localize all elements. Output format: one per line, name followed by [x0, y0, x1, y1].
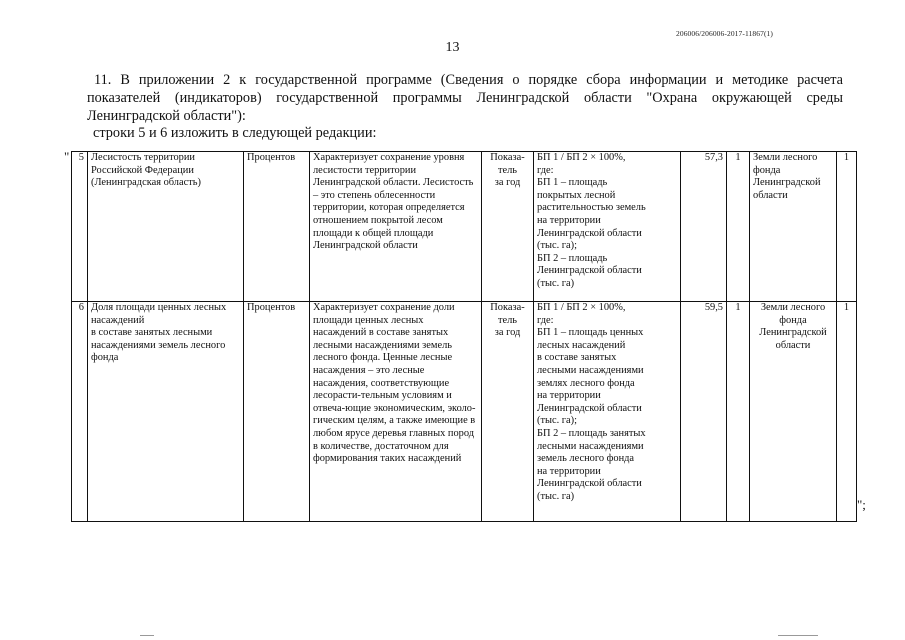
- closing-quote: ";: [857, 497, 866, 512]
- document-id: 206006/206006-2017-11867(1): [676, 29, 773, 38]
- amendment-instruction: строки 5 и 6 изложить в следующей редакции:: [93, 125, 377, 141]
- row-number: 6: [72, 302, 88, 522]
- table-row: [72, 152, 857, 302]
- scan-edge-marks: [0, 632, 905, 640]
- description-cell: Характеризует сохранение доли площади ценных лесных насаждений в составе занятых лесными насаждениями земель лесного фонда. Ценные лесные насаждения – это лесные насаждения, соответствующие лесорасти-тельным условиям и отвеча-ющие экономическим, эколо-гическим целям, а также имеющие в любом ярусе деревья главных пород в количестве, достаточном для формирования таких насаждений: [310, 302, 482, 522]
- source-cell: Земли лесного фонда Ленинградской области: [750, 302, 837, 522]
- unit-cell: Процентов: [244, 302, 310, 522]
- column-10-cell: 1: [837, 302, 857, 522]
- column-10-cell: 1: [837, 152, 857, 302]
- period-cell: Показа- тель за год: [482, 302, 534, 522]
- table-row: [72, 302, 857, 522]
- formula-cell: БП 1 / БП 2 × 100%, где: БП 1 – площадь покрытых лесной растительностью земель на территории Ленинградской области (тыс. га); БП 2 – площадь Ленинградской области (тыс. га): [534, 152, 681, 302]
- opening-quote: ": [64, 149, 70, 164]
- column-8-cell: 1: [727, 302, 750, 522]
- column-8-cell: 1: [727, 152, 750, 302]
- row-number: 5: [72, 152, 88, 302]
- description-cell: Характеризует сохранение уровня лесистости территории Ленинградской области. Лесистость – это степень облесенности территории, которая определяется отношением покрытой лесом площади к общей площади Ленинградской области: [310, 152, 482, 302]
- period-cell: Показа- тель за год: [482, 152, 534, 302]
- indicator-name: Доля площади ценных лесных насаждений в составе занятых лесными насаждениями земель лесного фонда: [88, 302, 244, 522]
- amendment-paragraph: 11. В приложении 2 к государственной программе (Сведения о порядке сбора информации и методике расчета показателей (индикаторов) государственной программы Ленинградской области "Охрана окружающей среды Ленинградской области"):: [87, 72, 843, 124]
- unit-cell: Процентов: [244, 152, 310, 302]
- indicators-table: [71, 151, 857, 522]
- source-cell: Земли лесного фонда Ленинградской области: [750, 152, 837, 302]
- formula-cell: БП 1 / БП 2 × 100%, где: БП 1 – площадь ценных лесных насаждений в составе занятых лесными насаждениями землях лесного фонда на территории Ленинградской области (тыс. га); БП 2 – площадь занятых лесными насаждениями земель лесного фонда на территории Ленинградской области (тыс. га): [534, 302, 681, 522]
- value-cell: 59,5: [681, 302, 727, 522]
- value-cell: 57,3: [681, 152, 727, 302]
- indicator-name: Лесистость территории Российской Федерации (Ленинградская область): [88, 152, 244, 302]
- page-number: 13: [445, 40, 460, 55]
